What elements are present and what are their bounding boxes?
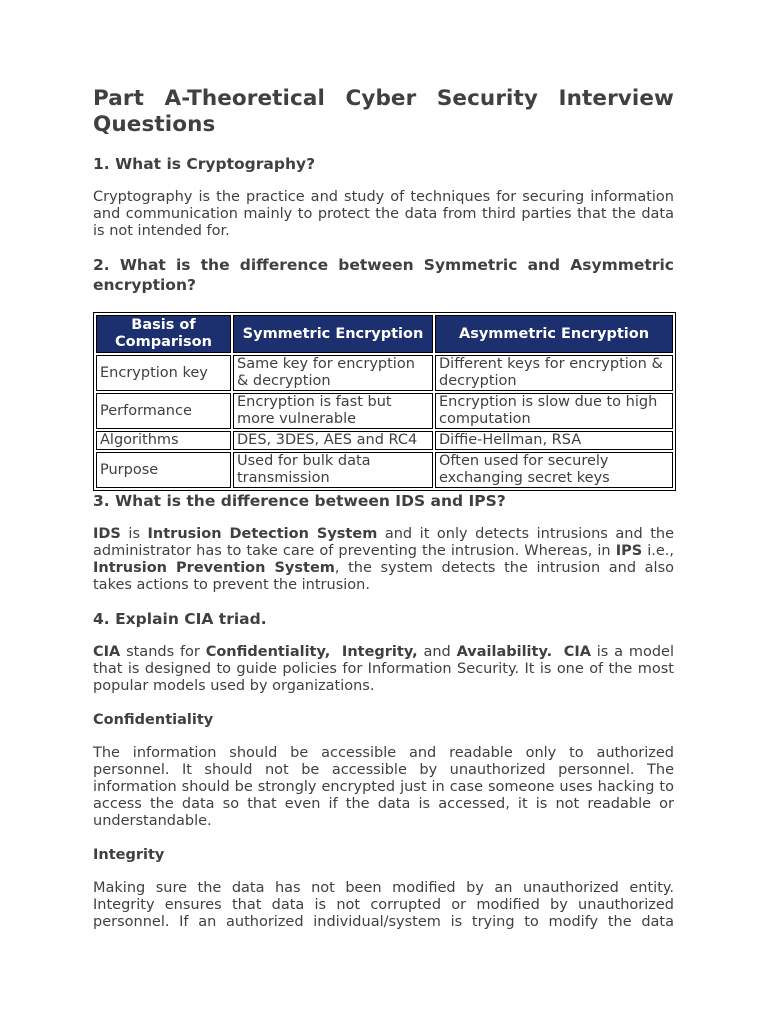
table-header-basis: Basis of Comparison [96,315,231,353]
integrity-body: Making sure the data has not been modified by an unauthorized entity. Integrity ensures that data is not corrupted or modified by unauthorized personnel. If an authorized individual/system is trying to modify the data [93,880,674,930]
table-cell: DES, 3DES, AES and RC4 [233,431,433,450]
q3-body: IDS is Intrusion Detection System and it only detects intrusions and the administrator has to take care of preventing the intrusion. Whereas, in IPS i.e., Intrusion Prevention System, the system detects the intrusion and also takes actions to prevent the intrusion. [93,526,674,593]
table-cell: Encryption key [96,355,231,391]
table-cell: Algorithms [96,431,231,450]
table-row [96,393,673,429]
table-cell: Diffie-Hellman, RSA [435,431,673,450]
table-row [96,452,673,488]
integrity-term: Integrity, [341,644,418,660]
q3-heading: 3. What is the difference between IDS and IPS? [93,492,506,510]
confidentiality-heading: Confidentiality [93,712,214,728]
table-row [96,431,673,450]
cia-term: CIA [93,644,121,660]
confidentiality-body: The information should be accessible and readable only to authorized personnel. It should not be accessible by unauthorized personnel. The information should be strongly encrypted just in case someone uses hacking to access the data so that even if the data is accessed, it is not readable or understandable. [93,745,674,829]
integrity-heading: Integrity [93,847,165,863]
table-row [96,355,673,391]
q4-body: CIA stands for Confidentiality, Integrity, and Availability. CIA is a model that is designed to guide policies for Information Security. It is one of the most popular models used by organizations. [93,644,675,694]
ips-full-term: Intrusion Prevention System [93,560,335,576]
table-cell: Different keys for encryption & decryption [435,355,673,391]
page-title: Part A-Theoretical Cyber Security Interview Questions [93,86,674,137]
confidentiality-term: Confidentiality, [205,644,331,660]
table-cell: Used for bulk data transmission [233,452,433,488]
cia-term-2: CIA [563,644,591,660]
table-cell: Often used for securely exchanging secret keys [435,452,673,488]
table-cell: Same key for encryption & decryption [233,355,433,391]
q1-body: Cryptography is the practice and study of techniques for securing information and communication mainly to protect the data from third parties that the data is not intended for. [93,189,674,239]
table-cell: Encryption is slow due to high computation [435,393,673,429]
table-header-row [96,315,673,353]
q2-heading: 2. What is the difference between Symmetric and Asymmetric encryption? [93,256,674,294]
table-cell: Performance [96,393,231,429]
q1-heading: 1. What is Cryptography? [93,155,316,173]
availability-term: Availability. [456,644,553,660]
document-content [93,86,674,931]
q4-heading: 4. Explain CIA triad. [93,610,267,628]
ips-term: IPS [615,543,643,559]
table-cell: Encryption is fast but more vulnerable [233,393,433,429]
table-header-symmetric: Symmetric Encryption [233,315,433,353]
table-cell: Purpose [96,452,231,488]
ids-full-term: Intrusion Detection System [147,526,378,542]
table-header-asymmetric: Asymmetric Encryption [435,315,673,353]
comparison-table [93,312,676,491]
ids-term: IDS [93,526,121,542]
